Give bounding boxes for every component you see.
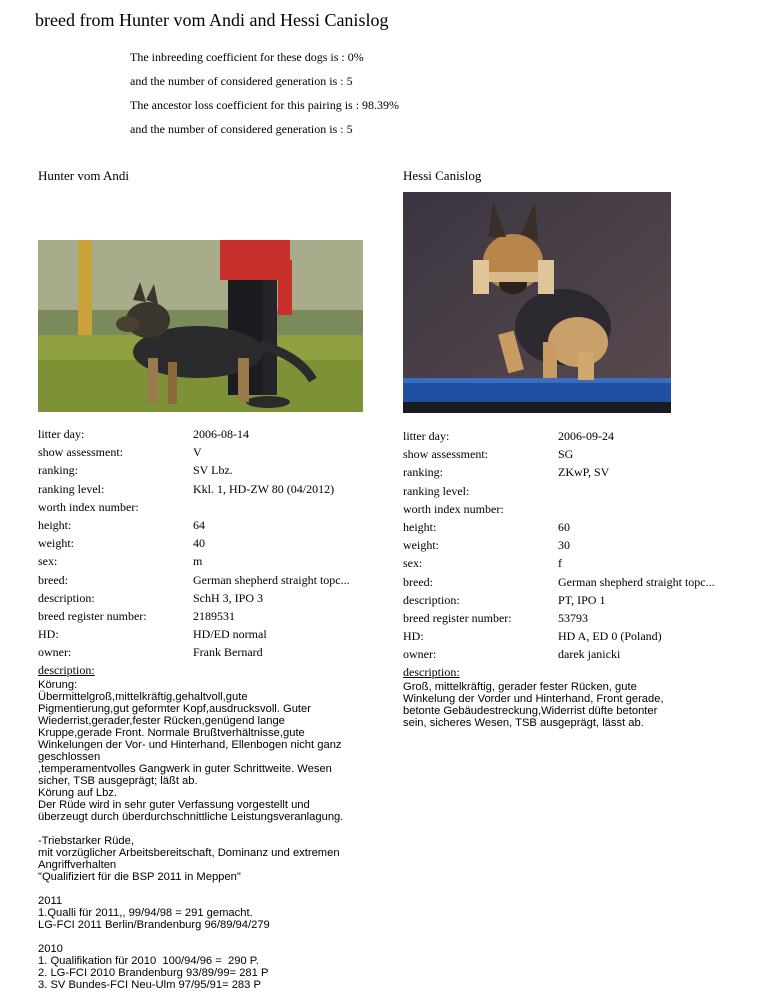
label-breed: breed: [38, 572, 68, 587]
label-hd: HD: [38, 627, 59, 642]
dam-breed-register-row [403, 609, 753, 627]
sire-name: Hunter vom Andi [38, 168, 129, 183]
label-ranking-level: ranking level: [403, 483, 470, 498]
label-weight: weight: [403, 538, 439, 553]
sire-owner: Frank Bernard [193, 645, 263, 660]
dam-description-row [403, 591, 753, 609]
sire-height: 64 [193, 517, 205, 532]
sire-ranking-level-row [38, 480, 388, 498]
dam-hd: HD A, ED 0 (Poland) [558, 629, 662, 644]
dam-description-heading: description: [403, 665, 460, 680]
sire-hd: HD/ED normal [193, 627, 267, 642]
sire-attributes [38, 425, 388, 661]
label-ranking: ranking: [38, 463, 78, 478]
ancestor-loss-generations: and the number of considered generation is : 5 [130, 122, 353, 136]
sire-sex: m [193, 554, 203, 569]
dam-owner-row [403, 645, 753, 663]
label-breed: breed: [403, 574, 433, 589]
dam-height: 60 [558, 519, 570, 534]
sire-weight-row [38, 534, 388, 552]
dam-breed-row [403, 573, 753, 591]
dam-column [403, 168, 753, 729]
dam-attributes [403, 427, 753, 663]
label-worth-index: worth index number: [403, 501, 504, 516]
label-sex: sex: [403, 556, 423, 571]
label-sex: sex: [38, 554, 58, 569]
dam-ranking: ZKwP, SV [558, 465, 610, 480]
dam-weight-row [403, 536, 753, 554]
dam-ranking-level-row [403, 482, 753, 500]
sire-sex-row [38, 552, 388, 570]
dam-photo [403, 192, 671, 413]
dam-owner: darek janicki [558, 647, 621, 662]
ancestor-loss-coefficient: The ancestor loss coefficient for this pairing is : 98.39% [130, 98, 400, 112]
sire-long-description: Körung: Übermittelgroß,mittelkräftig,gehaltvoll,gute Pigmentierung,gut geformter Kopf,ausdrucksvoll. Guter Wiederrist,gerader,fester Rücken,genügend lange Kruppe,gerade Front. Normale Brußtverhältnisse,gute Winkelungen der Vor- und Hinterhand, Ellenbogen nicht ganz geschlossen ,temperamentvolles Gangwerk in guter Schrittweite. Wesen sicher, TSB ausgeprägt; läßt ab. Körung auf Lbz. Der Rüde wird in sehr guter Verfassung vorgestellt und überzeugt durch überdurchschnittliche Leistungsveranlagung. -Triebstarker Rüde, mit vorzüglicher Arbeitsbereitschaft, Dominanz und extremen Angriffverhalten "Qualifiziert für die BSP 2011 in Meppen" 2011 1.Qualli für 2011,, 99/94/98 = 291 gemacht. LG-FCI 2011 Berlin/Brandenburg 96/89/94/279 2010 1. Qualifikation für 2010 100/94/96 = 290 P. 2. LG-FCI 2010 Brandenburg 93/89/99= 281 P 3. SV Bundes-FCI Neu-Ulm 97/95/91= 283 P [38, 679, 344, 992]
dam-ranking-row [403, 463, 753, 481]
sire-weight: 40 [193, 536, 205, 551]
dam-worth-index-row [403, 500, 753, 518]
inbreeding-coefficient: The inbreeding coefficient for these dogs is : 0% [130, 50, 364, 64]
dam-long-description: Groß, mittelkräftig, gerader fester Rücken, gute Winkelung der Vorder und Hinterhand, Front gerade, betonte Gebäudestreckung,Widerrist düfte betonter sein, sicheres Wesen, TSB ausgeprägt, lässt ab. [403, 681, 664, 730]
sire-breed-register-row [38, 607, 388, 625]
dam-hd-row [403, 627, 753, 645]
dam-description: PT, IPO 1 [558, 592, 606, 607]
sire-breed-row [38, 571, 388, 589]
sire-description: SchH 3, IPO 3 [193, 590, 264, 605]
sire-owner-row [38, 643, 388, 661]
label-weight: weight: [38, 536, 74, 551]
sire-description-row [38, 589, 388, 607]
dam-weight: 30 [558, 538, 570, 553]
sire-photo [38, 240, 363, 412]
dam-sex: f [558, 556, 562, 571]
label-litter-day: litter day: [38, 427, 85, 441]
dam-litter-day: 2006-09-24 [558, 429, 614, 443]
sire-show-assessment-row [38, 443, 388, 461]
sire-litter-day-row [38, 425, 388, 443]
sire-column [38, 168, 388, 991]
label-breed-register: breed register number: [38, 608, 147, 623]
sire-height-row [38, 516, 388, 534]
label-breed-register: breed register number: [403, 610, 512, 625]
dam-show-assessment: SG [558, 447, 574, 462]
coefficient-summary [130, 50, 399, 146]
label-description: description: [38, 590, 95, 605]
sire-ranking-level: Kkl. 1, HD-ZW 80 (04/2012) [193, 481, 335, 496]
label-hd: HD: [403, 629, 424, 644]
dam-height-row [403, 518, 753, 536]
sire-breed-register: 2189531 [193, 608, 235, 623]
sire-show-assessment: V [193, 445, 202, 460]
inbreeding-generations: and the number of considered generation is : 5 [130, 74, 353, 88]
label-height: height: [38, 517, 72, 532]
dam-litter-day-row [403, 427, 753, 445]
sire-ranking: SV Lbz. [193, 463, 233, 478]
label-ranking-level: ranking level: [38, 481, 105, 496]
label-owner: owner: [403, 647, 437, 662]
label-worth-index: worth index number: [38, 499, 139, 514]
sire-description-heading: description: [38, 663, 95, 678]
sire-litter-day: 2006-08-14 [193, 427, 249, 441]
sire-worth-index-row [38, 498, 388, 516]
label-height: height: [403, 519, 437, 534]
dam-show-assessment-row [403, 445, 753, 463]
label-show-assessment: show assessment: [38, 445, 123, 460]
label-owner: owner: [38, 645, 72, 660]
label-litter-day: litter day: [403, 429, 450, 443]
dam-name: Hessi Canislog [403, 168, 482, 183]
dam-breed: German shepherd straight topc... [558, 574, 715, 589]
label-description: description: [403, 592, 460, 607]
sire-hd-row [38, 625, 388, 643]
sire-breed: German shepherd straight topc... [193, 572, 350, 587]
dam-sex-row [403, 554, 753, 572]
label-show-assessment: show assessment: [403, 447, 488, 462]
dam-breed-register: 53793 [558, 610, 588, 625]
page-title: breed from Hunter vom Andi and Hessi Canislog [35, 10, 389, 30]
sire-ranking-row [38, 461, 388, 479]
label-ranking: ranking: [403, 465, 443, 480]
